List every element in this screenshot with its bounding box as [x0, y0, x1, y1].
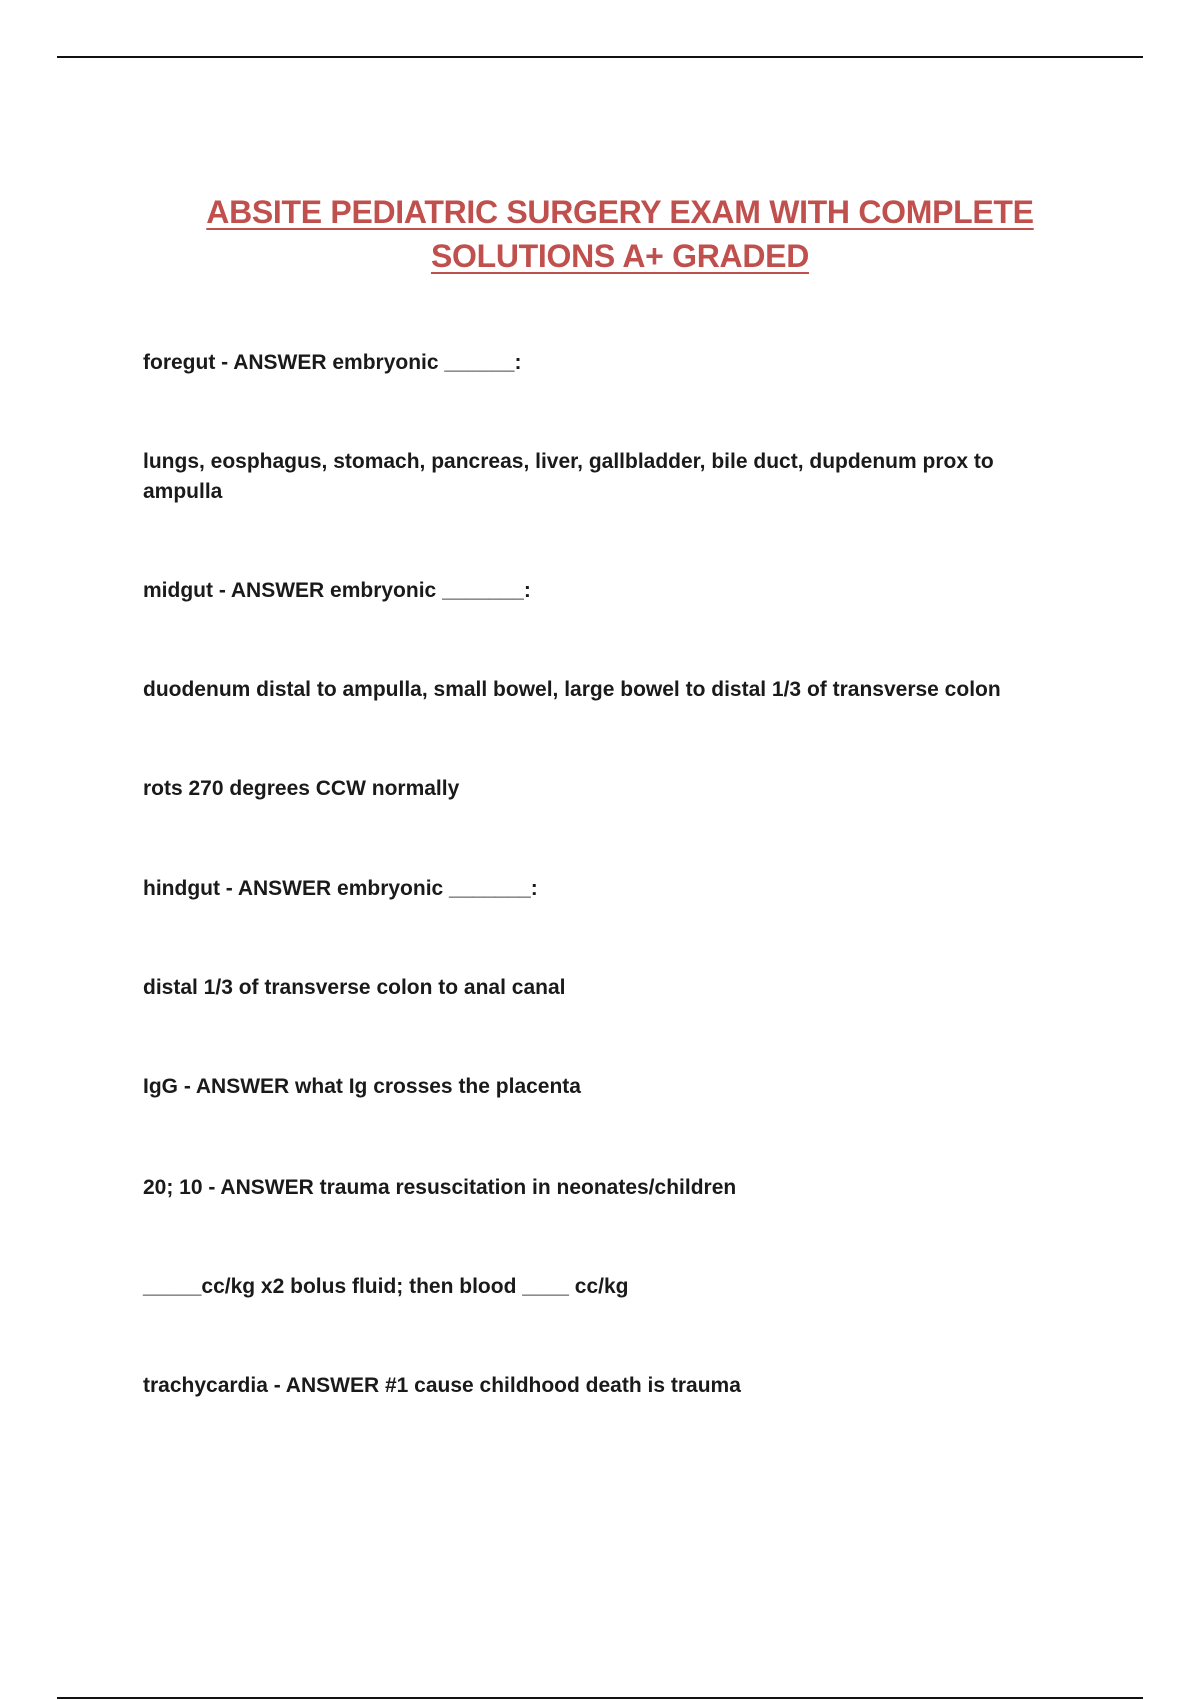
flashcard-line-trachycardia: trachycardia - ANSWER #1 cause childhood death is trauma: [143, 1374, 741, 1397]
title-line-1: ABSITE PEDIATRIC SURGERY EXAM WITH COMPLETE: [206, 194, 1034, 230]
flashcard-line-trauma-resuscitation: 20; 10 - ANSWER trauma resuscitation in neonates/children: [143, 1176, 737, 1199]
flashcard-line-foregut-answer: lungs, eosphagus, stomach, pancreas, liver, gallbladder, bile duct, dupdenum prox to ampulla: [143, 450, 994, 503]
flashcard-line-igg: IgG - ANSWER what Ig crosses the placenta: [143, 1075, 581, 1098]
flashcard-line-midgut-rotation: rots 270 degrees CCW normally: [143, 777, 460, 800]
bottom-rule: [57, 1697, 1143, 1699]
document-title: [130, 190, 1110, 278]
flashcard-line-foregut-question: foregut - ANSWER embryonic ______:: [143, 351, 522, 374]
title-line-2: SOLUTIONS A+ GRADED: [430, 238, 810, 274]
flashcard-line-hindgut-question: hindgut - ANSWER embryonic _______:: [143, 877, 538, 900]
flashcard-line-midgut-answer: duodenum distal to ampulla, small bowel, large bowel to distal 1/3 of transverse colon: [143, 678, 1001, 701]
top-rule: [57, 56, 1143, 58]
flashcard-line-hindgut-answer: distal 1/3 of transverse colon to anal canal: [143, 976, 566, 999]
flashcard-line-bolus-fluid: _____cc/kg x2 bolus fluid; then blood ____ cc/kg: [143, 1275, 629, 1298]
flashcard-line-midgut-question: midgut - ANSWER embryonic _______:: [143, 579, 531, 602]
